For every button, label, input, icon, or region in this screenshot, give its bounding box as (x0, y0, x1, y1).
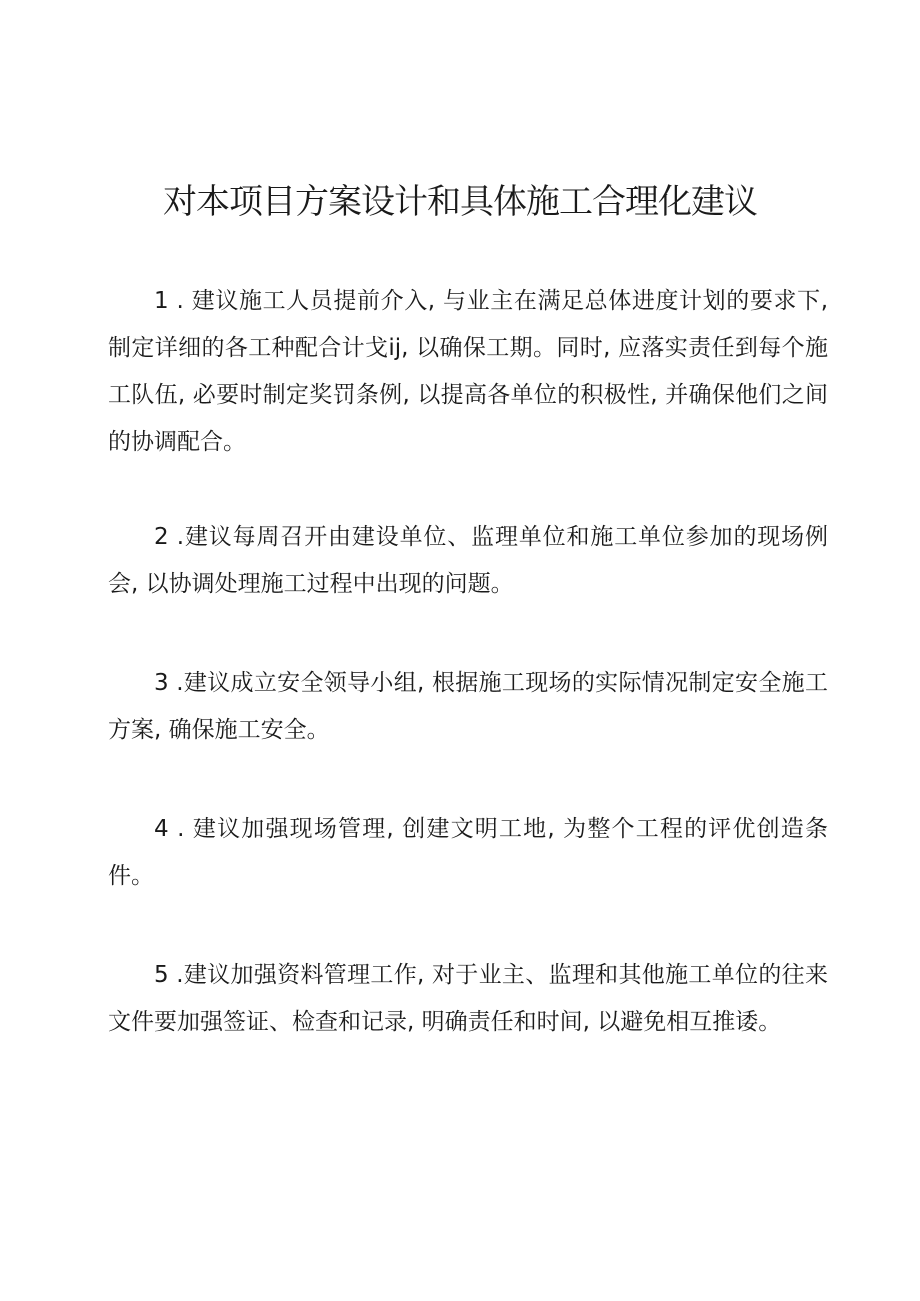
paragraph-3: 3 .建议成立安全领导小组, 根据施工现场的实际情况制定安全施工方案, 确保施工安全。 (108, 670, 828, 743)
paragraph-4: 4 . 建议加强现场管理, 创建文明工地, 为整个工程的评优创造条件。 (108, 816, 828, 889)
paragraph-5: 5 .建议加强资料管理工作, 对于业主、监理和其他施工单位的往来文件要加强签证、检查和记录, 明确责任和时间, 以避免相互推诿。 (108, 962, 828, 1035)
paragraph-2: 2 .建议每周召开由建设单位、监理单位和施工单位参加的现场例会, 以协调处理施工过程中出现的问题。 (108, 524, 828, 597)
document-title: 对本项目方案设计和具体施工合理化建议 (163, 182, 757, 222)
paragraph-1: 1 . 建议施工人员提前介入, 与业主在满足总体进度计划的要求下, 制定详细的各工种配合计戈ij, 以确保工期。同时, 应落实责任到每个施工队伍, 必要时制定奖罚条例, 以提高各单位的积极性, 并确保他们之间的协调配合。 (108, 288, 828, 455)
